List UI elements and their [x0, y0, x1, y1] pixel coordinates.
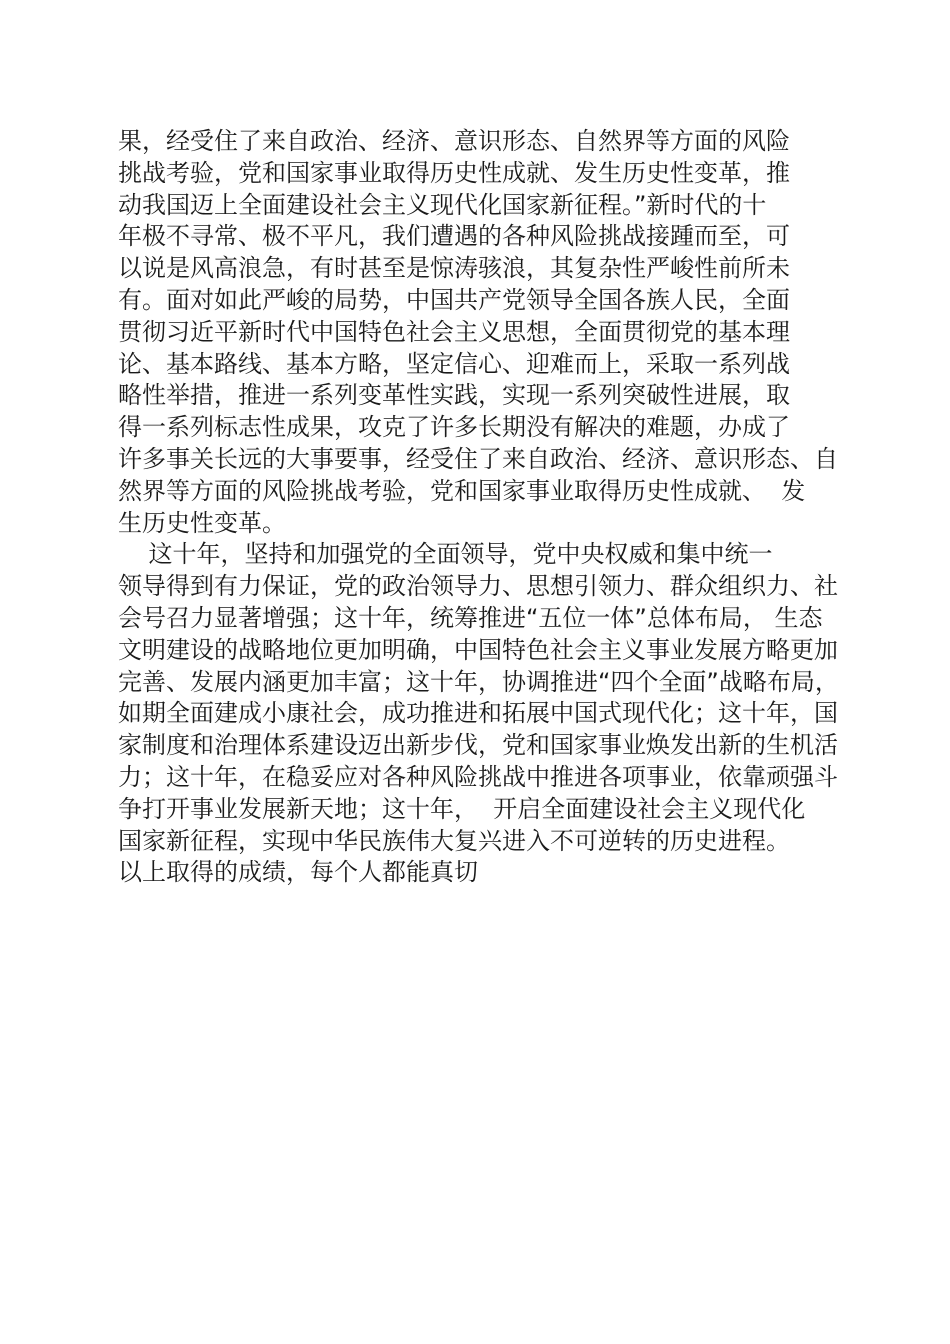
text-line: 完善、发展内涵更加丰富；这十年，协调推进“四个全面”战略布局， — [118, 667, 839, 696]
text-line: 这十年，坚持和加强党的全面领导，党中央权威和集中统一 — [118, 540, 773, 569]
text-line: 许多事关长远的大事要事，经受住了来自政治、经济、意识形态、自 — [118, 444, 838, 473]
text-line: 动我国迈上全面建设社会主义现代化国家新征程。”新时代的十 — [118, 190, 767, 219]
body-text — [118, 126, 858, 889]
text-line: 果，经受住了来自政治、经济、意识形态、自然界等方面的风险 — [118, 127, 790, 155]
text-line: 会号召力显著增强；这十年，统筹推进“五位一体”总体布局， 生态 — [118, 603, 823, 632]
text-line: 有。面对如此严峻的局势，中国共产党领导全国各族人民，全面 — [118, 285, 790, 314]
text-line: 挑战考验，党和国家事业取得历史性成就、发生历史性变革，推 — [118, 158, 790, 187]
text-line: 论、基本路线、基本方略，坚定信心、迎难而上，采取一系列战 — [118, 349, 790, 378]
text-line: 年极不寻常、极不平凡，我们遭遇的各种风险挑战接踵而至，可 — [118, 222, 790, 251]
text-line: 略性举措，推进一系列变革性实践，实现一系列突破性进展，取 — [118, 381, 790, 410]
text-line: 国家新征程，实现中华民族伟大复兴进入不可逆转的历史进程。 — [118, 826, 790, 855]
text-line: 争打开事业发展新天地；这十年， 开启全面建设社会主义现代化 — [118, 794, 806, 823]
text-line: 以说是风高浪急，有时甚至是惊涛骇浪，其复杂性严峻性前所未 — [118, 254, 790, 283]
text-line: 力；这十年，在稳妥应对各种风险挑战中推进各项事业，依靠顽强斗 — [118, 762, 838, 791]
text-line: 家制度和治理体系建设迈出新步伐，党和国家事业焕发出新的生机活 — [118, 731, 838, 760]
text-line: 得一系列标志性成果，攻克了许多长期没有解决的难题，办成了 — [118, 413, 790, 442]
text-line: 领导得到有力保证，党的政治领导力、思想引领力、群众组织力、社 — [118, 572, 838, 601]
text-line: 以上取得的成绩，每个人都能真切 — [118, 858, 478, 887]
text-line: 然界等方面的风险挑战考验，党和国家事业取得历史性成就、 发 — [118, 476, 806, 505]
text-line: 文明建设的战略地位更加明确，中国特色社会主义事业发展方略更加 — [118, 635, 838, 664]
text-line: 贯彻习近平新时代中国特色社会主义思想，全面贯彻党的基本理 — [118, 317, 790, 346]
text-line: 生历史性变革。 — [118, 508, 286, 537]
text-line: 如期全面建成小康社会，成功推进和拓展中国式现代化；这十年，国 — [118, 699, 838, 728]
